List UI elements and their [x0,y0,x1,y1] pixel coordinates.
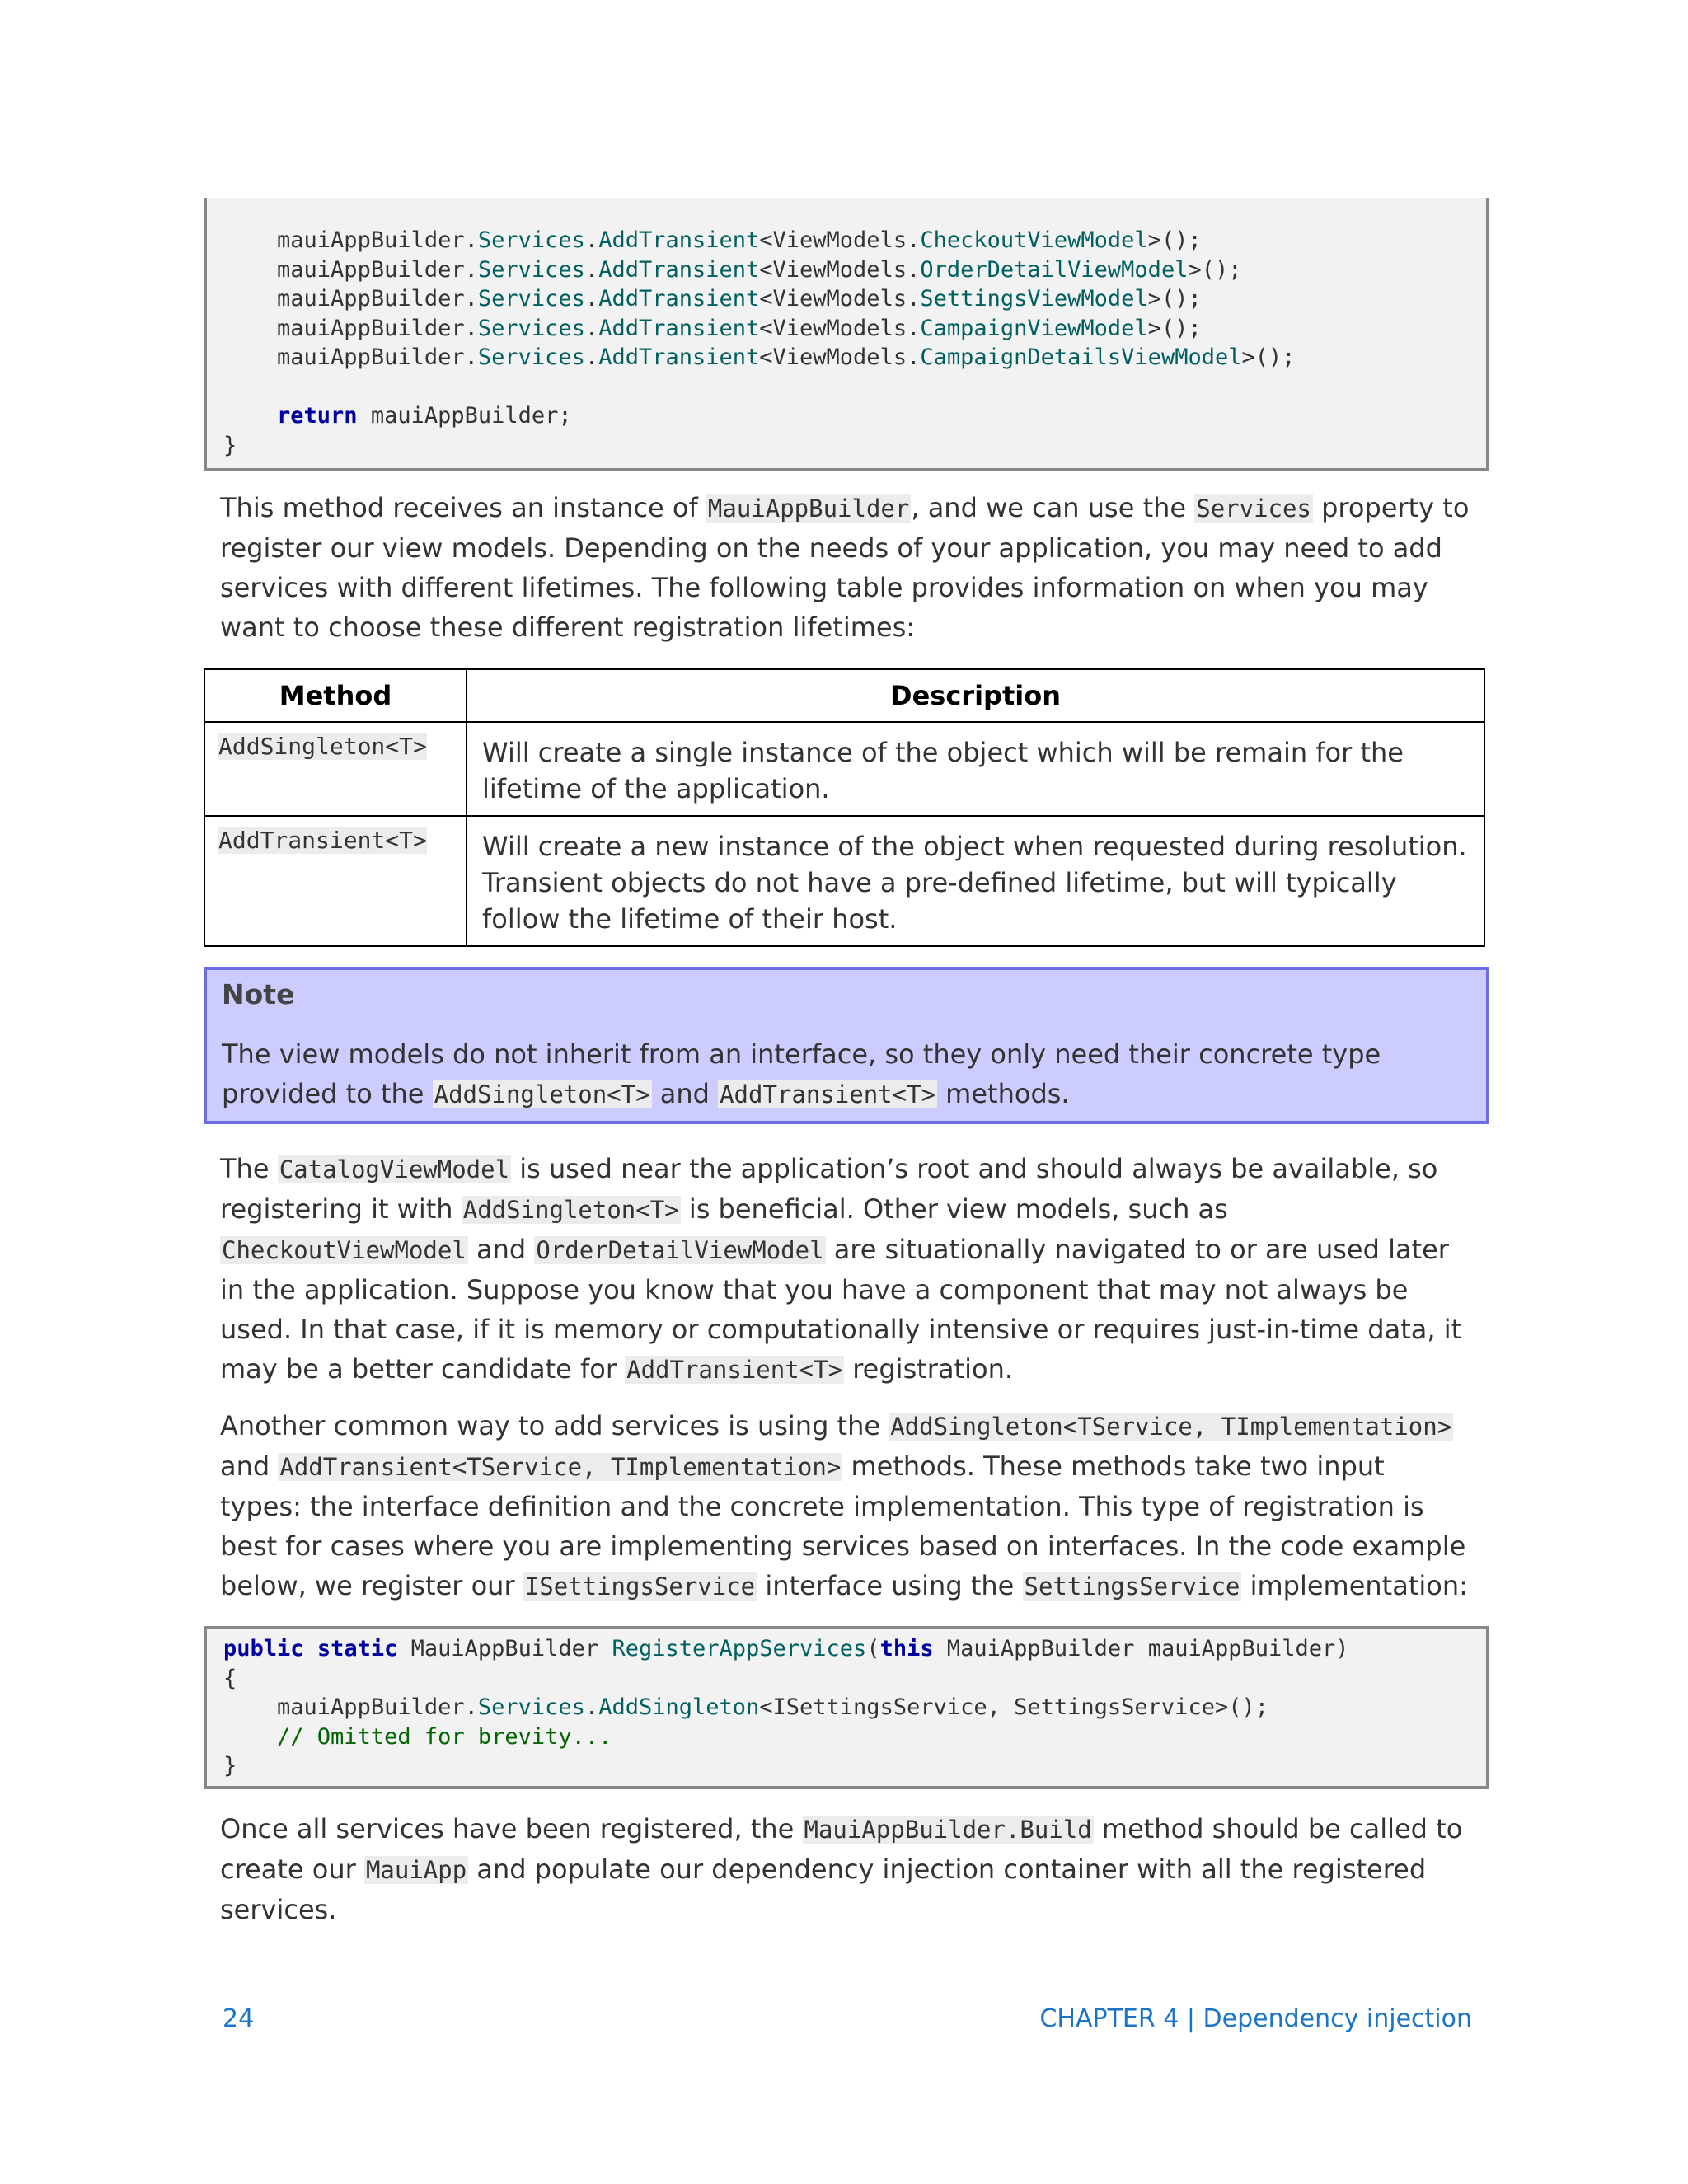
code-type: CampaignViewModel [920,315,1148,341]
text: This method receives an instance of [220,492,706,523]
code-identifier: mauiAppBuilder [277,315,465,341]
text: and [220,1451,279,1482]
code-indent [223,344,277,370]
inline-code: AddSingleton<T> [218,733,427,760]
footer-page-number: 24 [223,2004,255,2033]
code-identifier: mauiAppBuilder [277,256,465,283]
code-brace: } [223,432,237,458]
code-brace: { [223,1665,237,1691]
code-paren: ( [866,1636,880,1661]
code-generic-close: >(); [1147,315,1202,341]
code-indent [223,257,277,283]
code-line: mauiAppBuilder.Services.AddSingleton<ISettingsService, SettingsService>(); [223,1693,1470,1722]
text: property to register our view models. Depending on the needs of your application, you may need to add services with different lifetimes. The following table provides information on when you may want to choose these different registration lifetimes: [220,492,1470,643]
table-row [204,816,1484,946]
inline-code: AddTransient<T> [720,1080,935,1108]
document-page [204,198,1489,1929]
code-keyword: public [223,1636,304,1661]
inline-code: Services [1196,494,1311,523]
inline-code: CatalogViewModel [279,1155,510,1183]
code-generic-open: <ViewModels. [759,344,921,370]
code-identifier: mauiAppBuilder [277,227,465,253]
code-generic-args: <ISettingsService, SettingsService>(); [759,1694,1268,1720]
code-comment: // Omitted for brevity... [277,1723,612,1750]
text: is used near the application’s root and should always be available, so registering it with [220,1153,1438,1225]
code-generic-open: <ViewModels. [759,227,921,253]
text: are situationally navigated to or are used later in the application. Suppose you know that you have a component that may not always be used. In that case, if it is memory or computationally intensive or requires just-in-time data, it may be a better candidate for [220,1234,1462,1385]
code-method: AddTransient [598,286,760,312]
table-cell-description: Will create a single instance of the object which will be remain for the lifetime of the application. [467,722,1484,816]
code-keyword: static [316,1636,398,1661]
table-cell-description: Will create a new instance of the object when requested during resolution. Transient objects do not have a pre-defined lifetime, but will typically follow the lifetime of their host. [467,816,1484,946]
code-line [223,401,1470,431]
inline-code: MauiAppBuilder [707,494,910,523]
table-cell-method [204,722,467,816]
code-method: AddTransient [598,256,760,283]
code-type: MauiAppBuilder [397,1636,612,1661]
code-line [223,1722,1470,1752]
code-generic-open: <ViewModels. [759,256,921,283]
text: method should be called to create our [220,1812,1463,1885]
code-indent [223,1694,277,1720]
text: and populate our dependency injection container with all the registered services. [220,1853,1427,1925]
text: , and we can use the [911,492,1195,523]
code-block-register-viewmodels [204,198,1489,471]
code-generic-open: <ViewModels. [759,315,921,341]
code-params: MauiAppBuilder mauiAppBuilder) [933,1636,1349,1661]
lifetimes-table [204,668,1485,947]
inline-code: ISettingsService [524,1572,756,1601]
table-header-description: Description [467,669,1484,722]
inline-code: AddSingleton<T> [434,1080,650,1108]
note-box [204,967,1489,1124]
table-row [204,722,1484,816]
code-blank-line [223,373,1470,402]
paragraph-catalog-viewmodel [220,1149,1473,1390]
code-brace: } [223,1753,237,1779]
code-generic-close: >(); [1241,344,1296,370]
code-method: RegisterAppServices [612,1636,867,1661]
code-line: mauiAppBuilder.Services.AddTransient<ViewModels.CampaignDetailsViewModel>(); [223,343,1470,373]
text: Another common way to add services is using the [220,1410,889,1441]
inline-code: MauiAppBuilder.Build [804,1815,1092,1844]
code-identifier: mauiAppBuilder [277,344,465,370]
inline-code: AddTransient<T> [626,1356,843,1384]
code-type: SettingsViewModel [920,286,1148,312]
code-line: mauiAppBuilder.Services.AddTransient<ViewModels.CheckoutViewModel>(); [223,226,1470,255]
note-text [222,1034,1471,1114]
code-generic-close: >(); [1147,227,1202,253]
footer-chapter-title: CHAPTER 4 | Dependency injection [1039,2004,1472,2033]
code-type: CampaignDetailsViewModel [920,344,1242,370]
text: The [220,1153,278,1184]
code-member: Services [477,286,585,312]
code-indent [223,1724,277,1750]
code-method: AddTransient [598,315,760,341]
code-member: Services [477,344,585,370]
code-method: AddTransient [598,227,760,253]
paragraph-interface-registration [220,1406,1473,1606]
code-indent [223,227,277,253]
text: The view models do not inherit from an interface, so they only need their concrete type provided to the [222,1038,1381,1109]
table-header-row [204,669,1484,722]
code-method: AddTransient [598,344,760,370]
inline-code: MauiApp [365,1855,467,1884]
code-indent [223,403,277,429]
code-indent [223,286,277,312]
text: methods. These methods take two input types: the interface definition and the concrete implementation. This type of registration is best for cases where you are implementing services based on interfaces. In the code example below, we register our [220,1451,1466,1601]
text: and [467,1234,535,1265]
code-line: mauiAppBuilder.Services.AddTransient<ViewModels.SettingsViewModel>(); [223,284,1470,314]
code-type: CheckoutViewModel [920,227,1148,253]
inline-code: AddSingleton<T> [462,1196,679,1224]
text: is beneficial. Other view models, such as [680,1193,1228,1225]
inline-code: AddTransient<T> [218,827,427,854]
code-method: AddSingleton [598,1694,760,1720]
code-member: Services [477,315,585,341]
inline-code: SettingsService [1024,1572,1240,1601]
code-indent [223,316,277,341]
code-member: Services [477,227,585,253]
code-keyword: return [277,403,358,429]
code-line [223,431,1470,461]
inline-code: AddSingleton<TService, TImplementation> [890,1413,1452,1441]
text: and [651,1078,719,1109]
code-generic-close: >(); [1147,286,1202,312]
code-block-register-app-services [204,1626,1489,1789]
code-generic-close: >(); [1188,256,1242,283]
text: implementation: [1241,1570,1468,1601]
code-keyword: this [879,1636,934,1661]
table-cell-method [204,816,467,946]
note-title: Note [222,978,295,1010]
code-identifier: mauiAppBuilder [277,286,465,312]
code-line: mauiAppBuilder.Services.AddTransient<ViewModels.CampaignViewModel>(); [223,314,1470,344]
code-type: OrderDetailViewModel [920,256,1189,283]
inline-code: AddTransient<TService, TImplementation> [279,1453,842,1481]
code-identifier: mauiAppBuilder; [357,403,572,429]
code-line [223,1751,1470,1781]
text: methods. [937,1078,1070,1109]
code-line [223,1664,1470,1694]
table-header-method: Method [204,669,467,722]
code-member: Services [477,1694,585,1720]
inline-code: CheckoutViewModel [222,1236,467,1264]
text: interface using the [757,1570,1023,1601]
inline-code: OrderDetailViewModel [536,1236,824,1264]
paragraph-registration-intro [220,488,1473,647]
paragraph-build-method [220,1809,1473,1929]
code-generic-open: <ViewModels. [759,286,921,312]
code-member: Services [477,256,585,283]
text: Once all services have been registered, the [220,1812,803,1844]
text: registration. [844,1353,1014,1385]
code-line [223,1634,1470,1664]
code-line: mauiAppBuilder.Services.AddTransient<ViewModels.OrderDetailViewModel>(); [223,255,1470,285]
code-identifier: mauiAppBuilder [277,1694,465,1720]
